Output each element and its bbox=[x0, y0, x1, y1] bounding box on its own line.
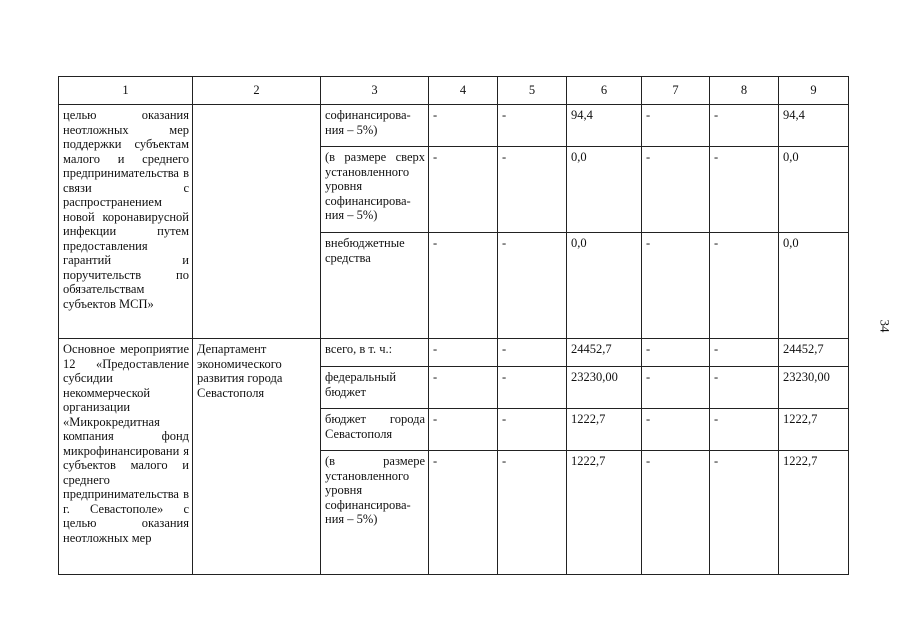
value-cell: - bbox=[429, 339, 498, 367]
header-cell: 2 bbox=[193, 77, 321, 105]
table-row bbox=[59, 339, 849, 367]
activity-description: целью оказания неотложных мер поддержки субъектам малого и среднего предпринимательства в связи с распространением новой коронавирусной инфекции путем предоставления гарантий и поручительств по обязательствам субъектов МСП» bbox=[59, 105, 193, 339]
funding-source: федеральный бюджет bbox=[321, 367, 429, 409]
funding-source: (в размере установленного уровня софинансирова-ния – 5%) bbox=[321, 451, 429, 575]
page-number: 34 bbox=[877, 319, 893, 333]
value-cell: - bbox=[498, 147, 567, 233]
value-cell: - bbox=[498, 105, 567, 147]
responsible-executor bbox=[193, 105, 321, 339]
value-cell: 0,0 bbox=[567, 233, 642, 339]
value-cell: - bbox=[498, 451, 567, 575]
value-cell: 24452,7 bbox=[567, 339, 642, 367]
value-cell: - bbox=[429, 105, 498, 147]
value-cell: - bbox=[642, 147, 710, 233]
value-cell: - bbox=[642, 105, 710, 147]
value-cell: - bbox=[642, 233, 710, 339]
funding-source: бюджет города Севастополя bbox=[321, 409, 429, 451]
value-cell: 1222,7 bbox=[779, 409, 849, 451]
value-cell: 1222,7 bbox=[567, 451, 642, 575]
responsible-executor: Департамент экономического развития города Севастополя bbox=[193, 339, 321, 575]
funding-source: (в размере сверх установленного уровня софинансирова-ния – 5%) bbox=[321, 147, 429, 233]
value-cell: - bbox=[710, 147, 779, 233]
value-cell: 1222,7 bbox=[779, 451, 849, 575]
value-cell: - bbox=[710, 233, 779, 339]
table-row bbox=[59, 105, 849, 147]
value-cell: 23230,00 bbox=[567, 367, 642, 409]
activity-description: Основное мероприятие 12 «Предоставление субсидии некоммерческой организации «Микрокредитная компания фонд микрофинансировани я субъектов малого и среднего предпринимательства в г. Севастополе» с целью оказания неотложных мер bbox=[59, 339, 193, 575]
value-cell: - bbox=[642, 339, 710, 367]
header-cell: 4 bbox=[429, 77, 498, 105]
funding-source: внебюджетные средства bbox=[321, 233, 429, 339]
value-cell: 23230,00 bbox=[779, 367, 849, 409]
value-cell: - bbox=[429, 233, 498, 339]
funding-source: софинансирова-ния – 5%) bbox=[321, 105, 429, 147]
value-cell: - bbox=[710, 451, 779, 575]
value-cell: 1222,7 bbox=[567, 409, 642, 451]
header-cell: 5 bbox=[498, 77, 567, 105]
value-cell: - bbox=[498, 233, 567, 339]
value-cell: - bbox=[429, 367, 498, 409]
value-cell: - bbox=[498, 339, 567, 367]
header-cell: 6 bbox=[567, 77, 642, 105]
value-cell: - bbox=[642, 451, 710, 575]
value-cell: - bbox=[642, 409, 710, 451]
value-cell: - bbox=[642, 367, 710, 409]
value-cell: 0,0 bbox=[779, 147, 849, 233]
value-cell: - bbox=[498, 367, 567, 409]
value-cell: - bbox=[498, 409, 567, 451]
value-cell: 94,4 bbox=[779, 105, 849, 147]
funding-source: всего, в т. ч.: bbox=[321, 339, 429, 367]
budget-table bbox=[58, 76, 849, 575]
header-row bbox=[59, 77, 849, 105]
value-cell: - bbox=[710, 339, 779, 367]
value-cell: - bbox=[429, 409, 498, 451]
value-cell: 0,0 bbox=[567, 147, 642, 233]
header-cell: 1 bbox=[59, 77, 193, 105]
value-cell: 94,4 bbox=[567, 105, 642, 147]
value-cell: - bbox=[710, 105, 779, 147]
value-cell: - bbox=[710, 409, 779, 451]
header-cell: 7 bbox=[642, 77, 710, 105]
header-cell: 9 bbox=[779, 77, 849, 105]
value-cell: - bbox=[429, 451, 498, 575]
header-cell: 8 bbox=[710, 77, 779, 105]
value-cell: - bbox=[429, 147, 498, 233]
value-cell: 24452,7 bbox=[779, 339, 849, 367]
header-cell: 3 bbox=[321, 77, 429, 105]
value-cell: - bbox=[710, 367, 779, 409]
value-cell: 0,0 bbox=[779, 233, 849, 339]
